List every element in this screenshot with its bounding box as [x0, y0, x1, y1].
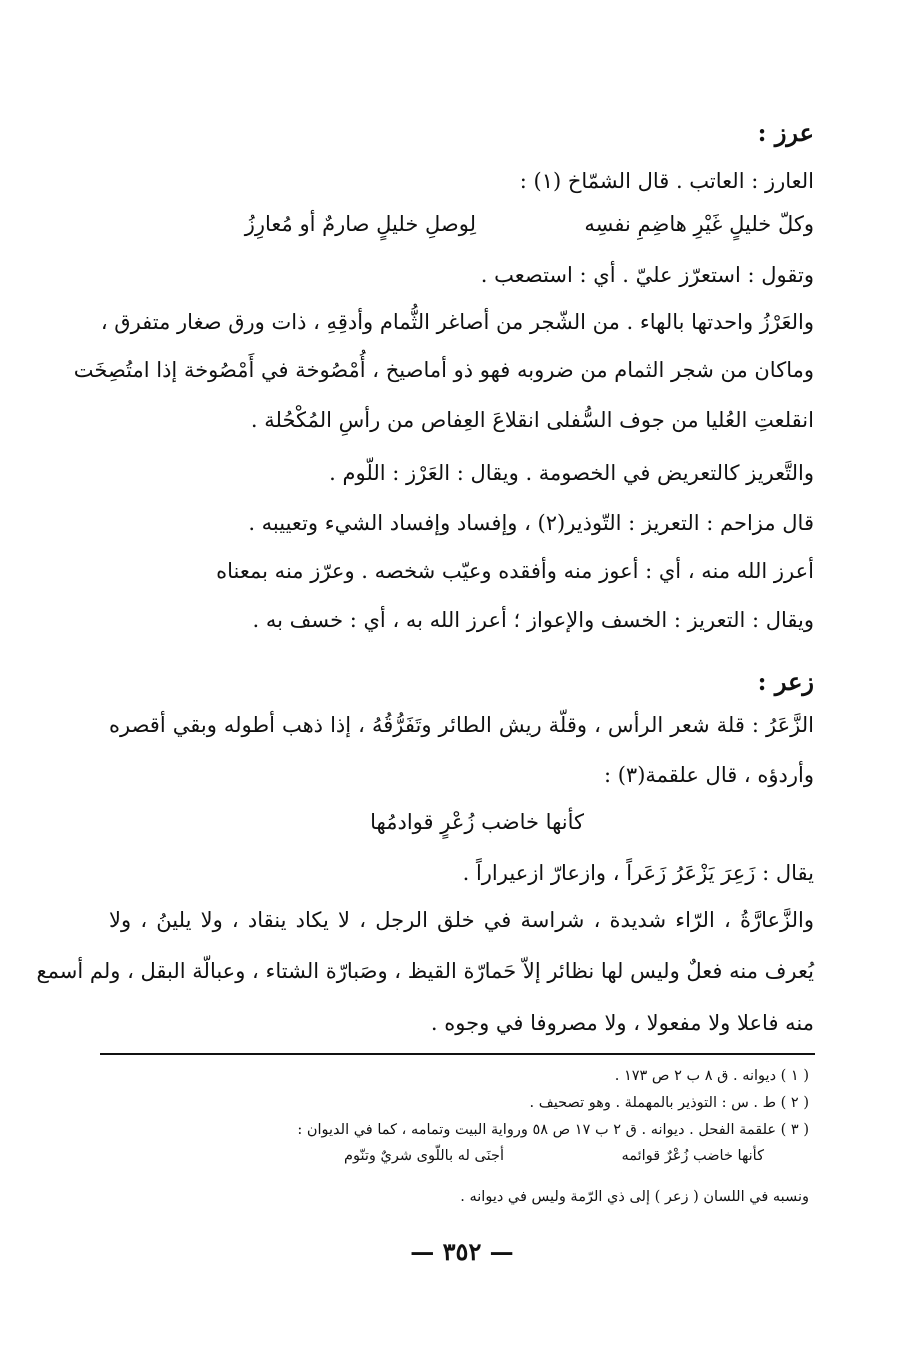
entry-line: أعرز الله منه ، أي : أعوز منه وأفقده وعيّب شخصه . وعرّز منه بمعناه [216, 559, 814, 583]
footnote-verse-first: كأنها خاضب زُعْرٌ قوائمه [621, 1148, 764, 1164]
verse-line: كأنها خاضب زُعْرٍ قوادمُها [370, 810, 584, 834]
footnote-verse-second: أجنَى له باللّوى شريٌ وتنّوم [344, 1148, 504, 1164]
entry-line: العارز : العاتب . قال الشمّاخ (١) : [519, 169, 814, 193]
entry-heading: زعر : [757, 667, 814, 696]
entry-line: وأردؤه ، قال علقمة(٣) : [603, 763, 814, 787]
verse-first-hemistich: وكلّ خليلٍ غَيْرِ هاضِمِ نفسِه [584, 212, 814, 236]
footnote: ونسبه في اللسان ( زعر ) إلى ذي الرّمة وليس في ديوانه . [460, 1189, 809, 1205]
entry-line: يقال : زَعِرَ يَزْعَرُ زَعَراً ، وازعارّ ازعيراراً . [462, 861, 814, 885]
entry-line: ويقال : التعريز : الخسف والإعواز ؛ أعرز الله به ، أي : خسف به . [252, 608, 814, 632]
entry-line: يُعرف منه فعلٌ وليس لها نظائر إلاّ حَمارّة القيظ ، وصَبارّة الشتاء ، وعبالّة البقل ، ولم أسمع [36, 959, 814, 983]
entry-heading: عرز : [757, 118, 814, 147]
entry-line: قال مزاحم : التعريز : التّوذير(٢) ، وإفساد وإفساد الشيء وتعييبه . [248, 511, 814, 535]
footnote: ( ١ ) ديوانه . ق ٨ ب ٢ ص ١٧٣ . [614, 1068, 809, 1084]
entry-line: وتقول : استعرّز عليّ . أي : استصعب . [480, 263, 814, 287]
verse-second-hemistich: لِوصلِ خليلٍ صارمٌ أو مُعارِزُ [244, 212, 476, 236]
entry-line: انقلعتِ العُليا من جوف السُّفلى انقلاعَ العِفاص من رأسِ المُكْحُلة . [250, 408, 814, 432]
entry-line: والتَّعريز كالتعريض في الخصومة . ويقال : العَرْز : اللّوم . [329, 461, 814, 485]
footnote: ( ٣ ) علقمة الفحل . ديوانه . ق ٢ ب ١٧ ص ٥٨ ورواية البيت وتمامه ، كما في الديوان : [297, 1122, 809, 1138]
entry-line: الزَّعَرُ : قلة شعر الرأس ، وقلّة ريش الطائر وتَفَرُّقُهُ ، إذا ذهب أطوله وبقي أقصره [109, 713, 814, 737]
entry-line: والعَرْزُ واحدتها بالهاء . من الشّجر من أصاغر الثُّمام وأدقِهِ ، ذات ورق صغار متفرق ، [100, 310, 814, 334]
entry-line: والزَّعارَّةُ ، الرّاء شديدة ، شراسة في خلق الرجل ، لا يكاد ينقاد ، ولا يلينُ ، ولا [109, 908, 814, 932]
entry-line: منه فاعلا ولا مفعولا ، ولا مصروفا في وجوه . [430, 1011, 814, 1035]
page-number: — ٣٥٢ — [410, 1237, 514, 1266]
footnote-divider [100, 1053, 815, 1055]
footnote: ( ٢ ) ط . س : التوذير بالمهملة . وهو تصحيف . [529, 1095, 809, 1111]
entry-line: وماكان من شجر الثمام من ضروبه فهو ذو أماصيخ ، أُمْصُوخة في أَمْصُوخة إذا امتُصِخَت [73, 358, 814, 382]
